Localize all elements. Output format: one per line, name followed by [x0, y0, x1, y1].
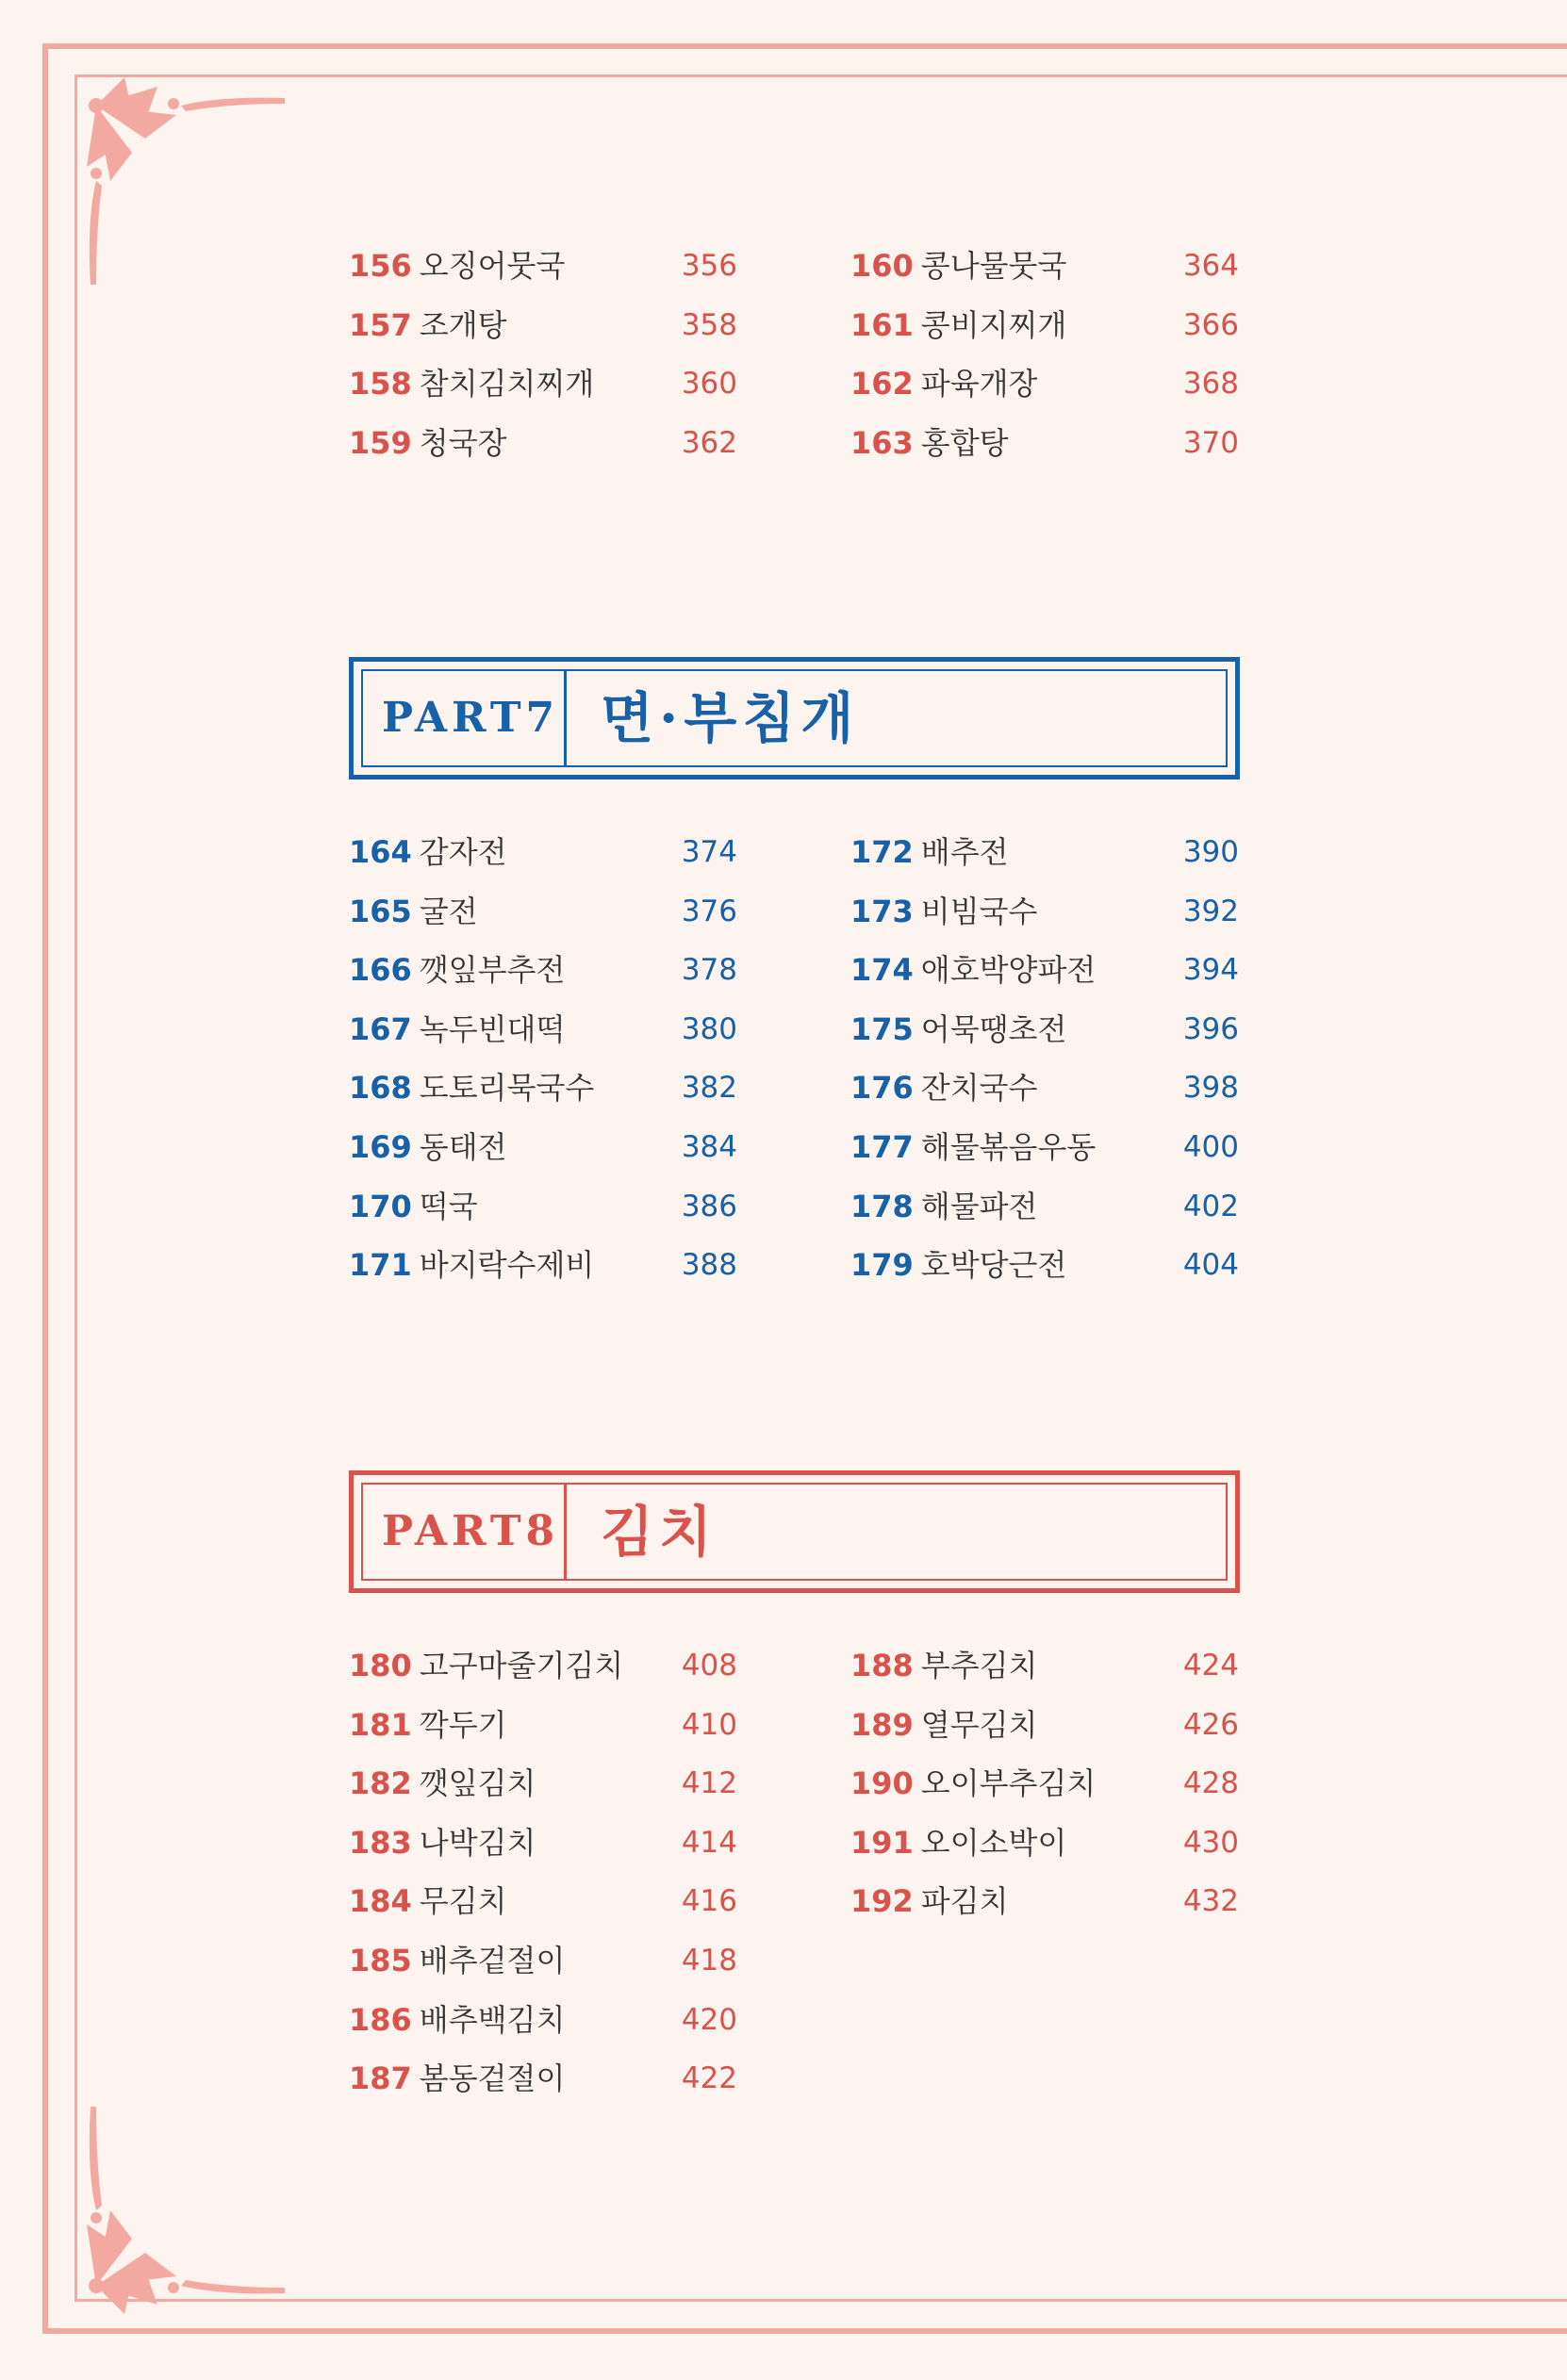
toc-entry[interactable]	[349, 1118, 737, 1177]
entry-number: 159	[349, 424, 412, 461]
part-box-divider	[564, 669, 567, 767]
entry-title: 해물볶음우동	[920, 1128, 1097, 1165]
entry-page: 380	[681, 1011, 737, 1046]
entry-number: 162	[850, 366, 914, 402]
part-label: PART8	[382, 1507, 560, 1555]
entry-page: 398	[1182, 1071, 1239, 1106]
entry-title: 배추백김치	[419, 2001, 566, 2038]
toc-column-left	[349, 237, 737, 472]
entry-title: 부추김치	[920, 1648, 1038, 1683]
entry-title: 배추전	[920, 834, 1009, 870]
entry-title: 호박당근전	[920, 1247, 1067, 1284]
entry-title: 도토리묵국수	[419, 1070, 595, 1107]
toc-entry[interactable]	[349, 1754, 737, 1814]
entry-title: 파육개장	[920, 366, 1038, 402]
entry-page: 408	[681, 1649, 737, 1682]
entry-number: 156	[349, 248, 412, 284]
toc-entry[interactable]	[349, 1236, 737, 1295]
entry-page: 382	[681, 1071, 737, 1106]
entry-title: 깻잎부추전	[419, 952, 566, 989]
entry-number: 164	[349, 834, 412, 870]
toc-entry[interactable]	[349, 296, 737, 355]
entry-title: 열무김치	[920, 1706, 1038, 1743]
entry-title: 봄동겉절이	[419, 2060, 566, 2097]
entry-number: 178	[850, 1188, 914, 1224]
entry-page: 366	[1182, 307, 1239, 342]
entry-page: 432	[1182, 1884, 1239, 1919]
entry-title: 깻잎김치	[419, 1765, 536, 1802]
toc-entry[interactable]	[850, 296, 1239, 355]
entry-title: 떡국	[419, 1188, 478, 1224]
entry-number: 172	[850, 834, 914, 870]
entry-number: 160	[850, 248, 914, 284]
entry-number: 192	[850, 1883, 914, 1920]
entry-number: 171	[349, 1247, 412, 1284]
entry-number: 189	[850, 1706, 914, 1743]
toc-entry[interactable]	[850, 1636, 1239, 1696]
part-title: 면·부침개	[601, 686, 860, 750]
entry-page: 396	[1182, 1011, 1239, 1046]
entry-number: 179	[850, 1247, 914, 1284]
entry-number: 165	[349, 893, 412, 929]
toc-column-left	[349, 823, 737, 1295]
entry-number: 182	[349, 1765, 412, 1802]
entry-title: 비빔국수	[920, 893, 1038, 929]
entry-page: 362	[681, 425, 737, 460]
part-label: PART7	[382, 694, 560, 742]
entry-page: 414	[681, 1825, 737, 1860]
entry-title: 조개탕	[419, 306, 507, 343]
entry-title: 홍합탕	[920, 424, 1009, 461]
entry-number: 180	[349, 1648, 412, 1683]
entry-number: 170	[349, 1188, 412, 1224]
entry-title: 콩비지찌개	[920, 306, 1067, 343]
entry-number: 191	[850, 1824, 914, 1861]
part8-header	[349, 1470, 1240, 1593]
toc-entry[interactable]	[850, 414, 1239, 473]
entry-page: 404	[1182, 1248, 1239, 1283]
toc-column-left	[349, 1636, 737, 2109]
entry-page: 388	[681, 1248, 737, 1283]
entry-page: 394	[1182, 953, 1239, 988]
entry-page: 360	[681, 367, 737, 402]
toc-entry[interactable]	[349, 414, 737, 473]
toc-entry[interactable]	[349, 237, 737, 296]
toc-entry[interactable]	[349, 1177, 737, 1237]
entry-number: 173	[850, 893, 914, 929]
entry-number: 184	[349, 1883, 412, 1920]
entry-page: 376	[681, 894, 737, 928]
toc-entry[interactable]	[850, 882, 1239, 942]
corner-ornament-top-left	[68, 68, 294, 304]
entry-title: 깍두기	[419, 1706, 507, 1743]
entry-page: 364	[1182, 249, 1239, 283]
entry-number: 176	[850, 1070, 914, 1107]
toc-entry[interactable]	[349, 1872, 737, 1931]
toc-column-right	[850, 823, 1239, 1295]
entry-title: 무김치	[419, 1883, 507, 1920]
entry-number: 188	[850, 1648, 914, 1683]
toc-entry[interactable]	[850, 1872, 1239, 1931]
toc-entry[interactable]	[850, 354, 1239, 414]
entry-title: 녹두빈대떡	[419, 1010, 566, 1047]
entry-number: 181	[349, 1706, 412, 1743]
toc-entry[interactable]	[850, 1059, 1239, 1118]
toc-entry[interactable]	[349, 882, 737, 942]
entry-number: 169	[349, 1128, 412, 1165]
toc-entry[interactable]	[349, 1000, 737, 1059]
toc-column-right	[850, 1636, 1239, 1931]
toc-entry[interactable]	[349, 823, 737, 882]
entry-page: 368	[1182, 367, 1239, 402]
part-box-divider	[564, 1483, 567, 1581]
toc-entry[interactable]	[850, 1696, 1239, 1755]
entry-page: 420	[681, 2002, 737, 2037]
entry-title: 굴전	[419, 893, 478, 929]
entry-number: 187	[349, 2060, 412, 2097]
entry-page: 410	[681, 1707, 737, 1742]
toc-entry[interactable]	[850, 1000, 1239, 1059]
toc-entry[interactable]	[349, 1059, 737, 1118]
entry-title: 청국장	[419, 424, 507, 461]
entry-page: 416	[681, 1884, 737, 1919]
entry-number: 177	[850, 1128, 914, 1165]
toc-entry[interactable]	[850, 237, 1239, 296]
entry-title: 배추겉절이	[419, 1942, 566, 1978]
entry-number: 175	[850, 1010, 914, 1047]
entry-title: 콩나물뭇국	[920, 248, 1067, 284]
entry-number: 157	[349, 306, 412, 343]
toc-entry[interactable]	[850, 1236, 1239, 1295]
entry-page: 426	[1182, 1707, 1239, 1742]
entry-number: 161	[850, 306, 914, 343]
toc-entry[interactable]	[850, 1754, 1239, 1814]
entry-number: 190	[850, 1765, 914, 1802]
entry-page: 358	[681, 307, 737, 342]
corner-ornament-bottom-left	[68, 2088, 294, 2323]
entry-page: 378	[681, 953, 737, 988]
entry-page: 430	[1182, 1825, 1239, 1860]
part-title: 김치	[601, 1500, 718, 1564]
toc-entry[interactable]	[850, 941, 1239, 1000]
entry-title: 파김치	[920, 1883, 1009, 1920]
entry-page: 370	[1182, 425, 1239, 460]
entry-title: 고구마줄기김치	[419, 1648, 624, 1683]
entry-number: 158	[349, 366, 412, 402]
entry-page: 418	[681, 1943, 737, 1978]
entry-page: 412	[681, 1766, 737, 1801]
toc-section-part8	[349, 1636, 1240, 2117]
entry-number: 185	[349, 1942, 412, 1978]
entry-number: 166	[349, 952, 412, 989]
entry-number: 168	[349, 1070, 412, 1107]
entry-page: 356	[681, 249, 737, 283]
toc-entry[interactable]	[349, 1991, 737, 2050]
entry-title: 바지락수제비	[419, 1247, 595, 1284]
entry-title: 오징어뭇국	[419, 248, 566, 284]
toc-entry[interactable]	[349, 1696, 737, 1755]
entry-page: 422	[681, 2061, 737, 2096]
toc-entry[interactable]	[349, 1636, 737, 1696]
entry-title: 오이소박이	[920, 1824, 1067, 1861]
entry-number: 167	[349, 1010, 412, 1047]
entry-title: 동태전	[419, 1128, 507, 1165]
entry-page: 392	[1182, 894, 1239, 928]
entry-number: 163	[850, 424, 914, 461]
toc-entry[interactable]	[349, 1814, 737, 1873]
toc-entry[interactable]	[850, 1814, 1239, 1873]
entry-page: 386	[681, 1189, 737, 1223]
entry-number: 183	[349, 1824, 412, 1861]
toc-entry[interactable]	[850, 1177, 1239, 1237]
entry-title: 감자전	[419, 834, 507, 870]
toc-entry[interactable]	[349, 1931, 737, 1991]
toc-section-continued	[349, 237, 1240, 482]
entry-page: 374	[681, 835, 737, 869]
part7-header	[349, 657, 1240, 780]
toc-column-right	[850, 237, 1239, 472]
entry-title: 오이부추김치	[920, 1765, 1097, 1802]
entry-title: 잔치국수	[920, 1070, 1038, 1107]
entry-title: 애호박양파전	[920, 952, 1097, 989]
entry-title: 해물파전	[920, 1188, 1038, 1224]
toc-entry[interactable]	[850, 1118, 1239, 1177]
entry-number: 174	[850, 952, 914, 989]
entry-title: 나박김치	[419, 1824, 536, 1861]
toc-entry[interactable]	[349, 354, 737, 414]
entry-page: 424	[1182, 1649, 1239, 1682]
entry-title: 어묵땡초전	[920, 1010, 1067, 1047]
entry-number: 186	[349, 2001, 412, 2038]
entry-page: 402	[1182, 1189, 1239, 1223]
entry-page: 390	[1182, 835, 1239, 869]
toc-entry[interactable]	[850, 823, 1239, 882]
entry-page: 400	[1182, 1129, 1239, 1164]
toc-entry[interactable]	[349, 941, 737, 1000]
entry-page: 428	[1182, 1766, 1239, 1801]
entry-page: 384	[681, 1129, 737, 1164]
toc-section-part7	[349, 823, 1240, 1304]
toc-entry[interactable]	[349, 2049, 737, 2109]
entry-title: 참치김치찌개	[419, 366, 595, 402]
